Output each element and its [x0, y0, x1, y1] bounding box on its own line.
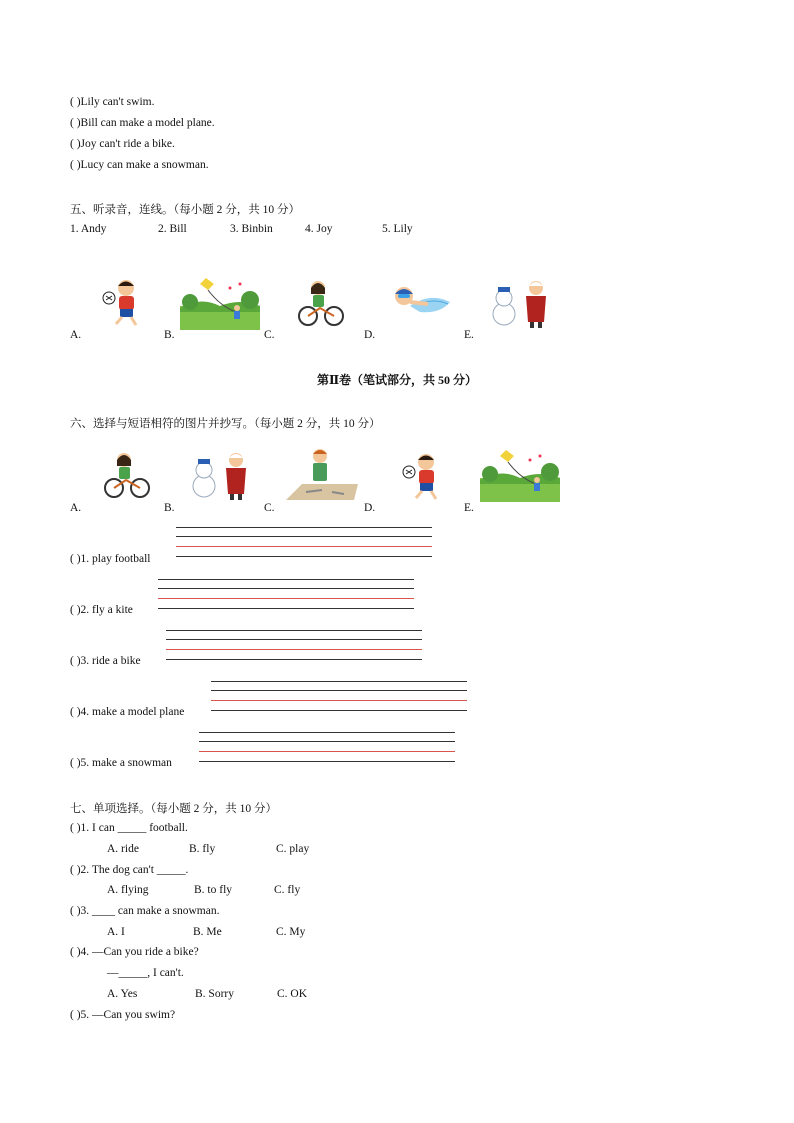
phrase-1: ( )1. play football	[70, 553, 151, 565]
question-4: ( )4. —Can you ride a bike?	[70, 946, 199, 958]
s5-label-c: C.	[264, 329, 275, 341]
phrase-4: ( )4. make a model plane	[70, 706, 185, 718]
statement-3: ( )Joy can't ride a bike.	[70, 138, 175, 150]
name-binbin: 3. Binbin	[230, 223, 273, 235]
phrase-2: ( )2. fly a kite	[70, 604, 133, 616]
name-lily: 5. Lily	[382, 223, 413, 235]
q2-option-b[interactable]: B. to fly	[194, 884, 233, 896]
s6-label-e: E.	[464, 502, 474, 514]
s5-label-b: B.	[164, 329, 175, 341]
phrase-3: ( )3. ride a bike	[70, 655, 141, 667]
q4-option-c[interactable]: C. OK	[277, 988, 308, 1000]
question-3: ( )3. ____ can make a snowman.	[70, 905, 220, 917]
name-joy: 4. Joy	[305, 223, 333, 235]
swimming-boy-illustration	[390, 284, 454, 318]
q1-option-a[interactable]: A. ride	[107, 843, 139, 855]
question-1: ( )1. I can _____ football.	[70, 822, 188, 834]
name-andy: 1. Andy	[70, 223, 107, 235]
part2-title: 第Ⅱ卷（笔试部分，共 50 分）	[316, 373, 478, 387]
q4-option-b[interactable]: B. Sorry	[195, 988, 234, 1000]
s6-label-c: C.	[264, 502, 275, 514]
snowman-illustration	[184, 450, 254, 500]
s6-label-b: B.	[164, 502, 175, 514]
question-4-answer-line: —_____, I can't.	[107, 967, 184, 979]
q3-option-a[interactable]: A. I	[107, 926, 125, 938]
q3-option-b[interactable]: B. Me	[193, 926, 222, 938]
question-5: ( )5. —Can you swim?	[70, 1009, 176, 1021]
football-boy-illustration	[100, 276, 150, 328]
s5-label-e: E.	[464, 329, 474, 341]
section5-title: 五、听录音，连线。（每小题 2 分，共 10 分）	[70, 204, 300, 216]
phrase-5: ( )5. make a snowman	[70, 757, 172, 769]
section6-title: 六、选择与短语相符的图片并抄写。（每小题 2 分，共 10 分）	[70, 418, 381, 430]
writing-lines-3[interactable]	[166, 630, 422, 662]
writing-lines-5[interactable]	[199, 732, 455, 764]
section7-title: 七、单项选择。（每小题 2 分，共 10 分）	[70, 803, 277, 815]
writing-lines-1[interactable]	[176, 527, 432, 559]
statement-2: ( )Bill can make a model plane.	[70, 117, 215, 129]
q3-option-c[interactable]: C. My	[276, 926, 306, 938]
girl-bike-illustration	[296, 280, 348, 328]
model-plane-boy-illustration	[282, 446, 362, 502]
girl-bike-illustration	[102, 452, 154, 500]
kite-park-illustration	[180, 276, 260, 330]
q2-option-c[interactable]: C. fly	[274, 884, 301, 896]
kite-park-illustration	[480, 448, 560, 502]
writing-lines-4[interactable]	[211, 681, 467, 713]
q1-option-c[interactable]: C. play	[276, 843, 310, 855]
q1-option-b[interactable]: B. fly	[189, 843, 216, 855]
s5-label-d: D.	[364, 329, 376, 341]
q4-option-a[interactable]: A. Yes	[107, 988, 138, 1000]
statement-1: ( )Lily can't swim.	[70, 96, 155, 108]
s6-label-d: D.	[364, 502, 376, 514]
statement-4: ( )Lucy can make a snowman.	[70, 159, 209, 171]
football-boy-illustration	[400, 450, 450, 502]
name-bill: 2. Bill	[158, 223, 187, 235]
writing-lines-2[interactable]	[158, 579, 414, 611]
snowman-illustration	[484, 278, 554, 328]
s5-label-a: A.	[70, 329, 82, 341]
question-2: ( )2. The dog can't _____.	[70, 864, 189, 876]
s6-label-a: A.	[70, 502, 82, 514]
q2-option-a[interactable]: A. flying	[107, 884, 149, 896]
